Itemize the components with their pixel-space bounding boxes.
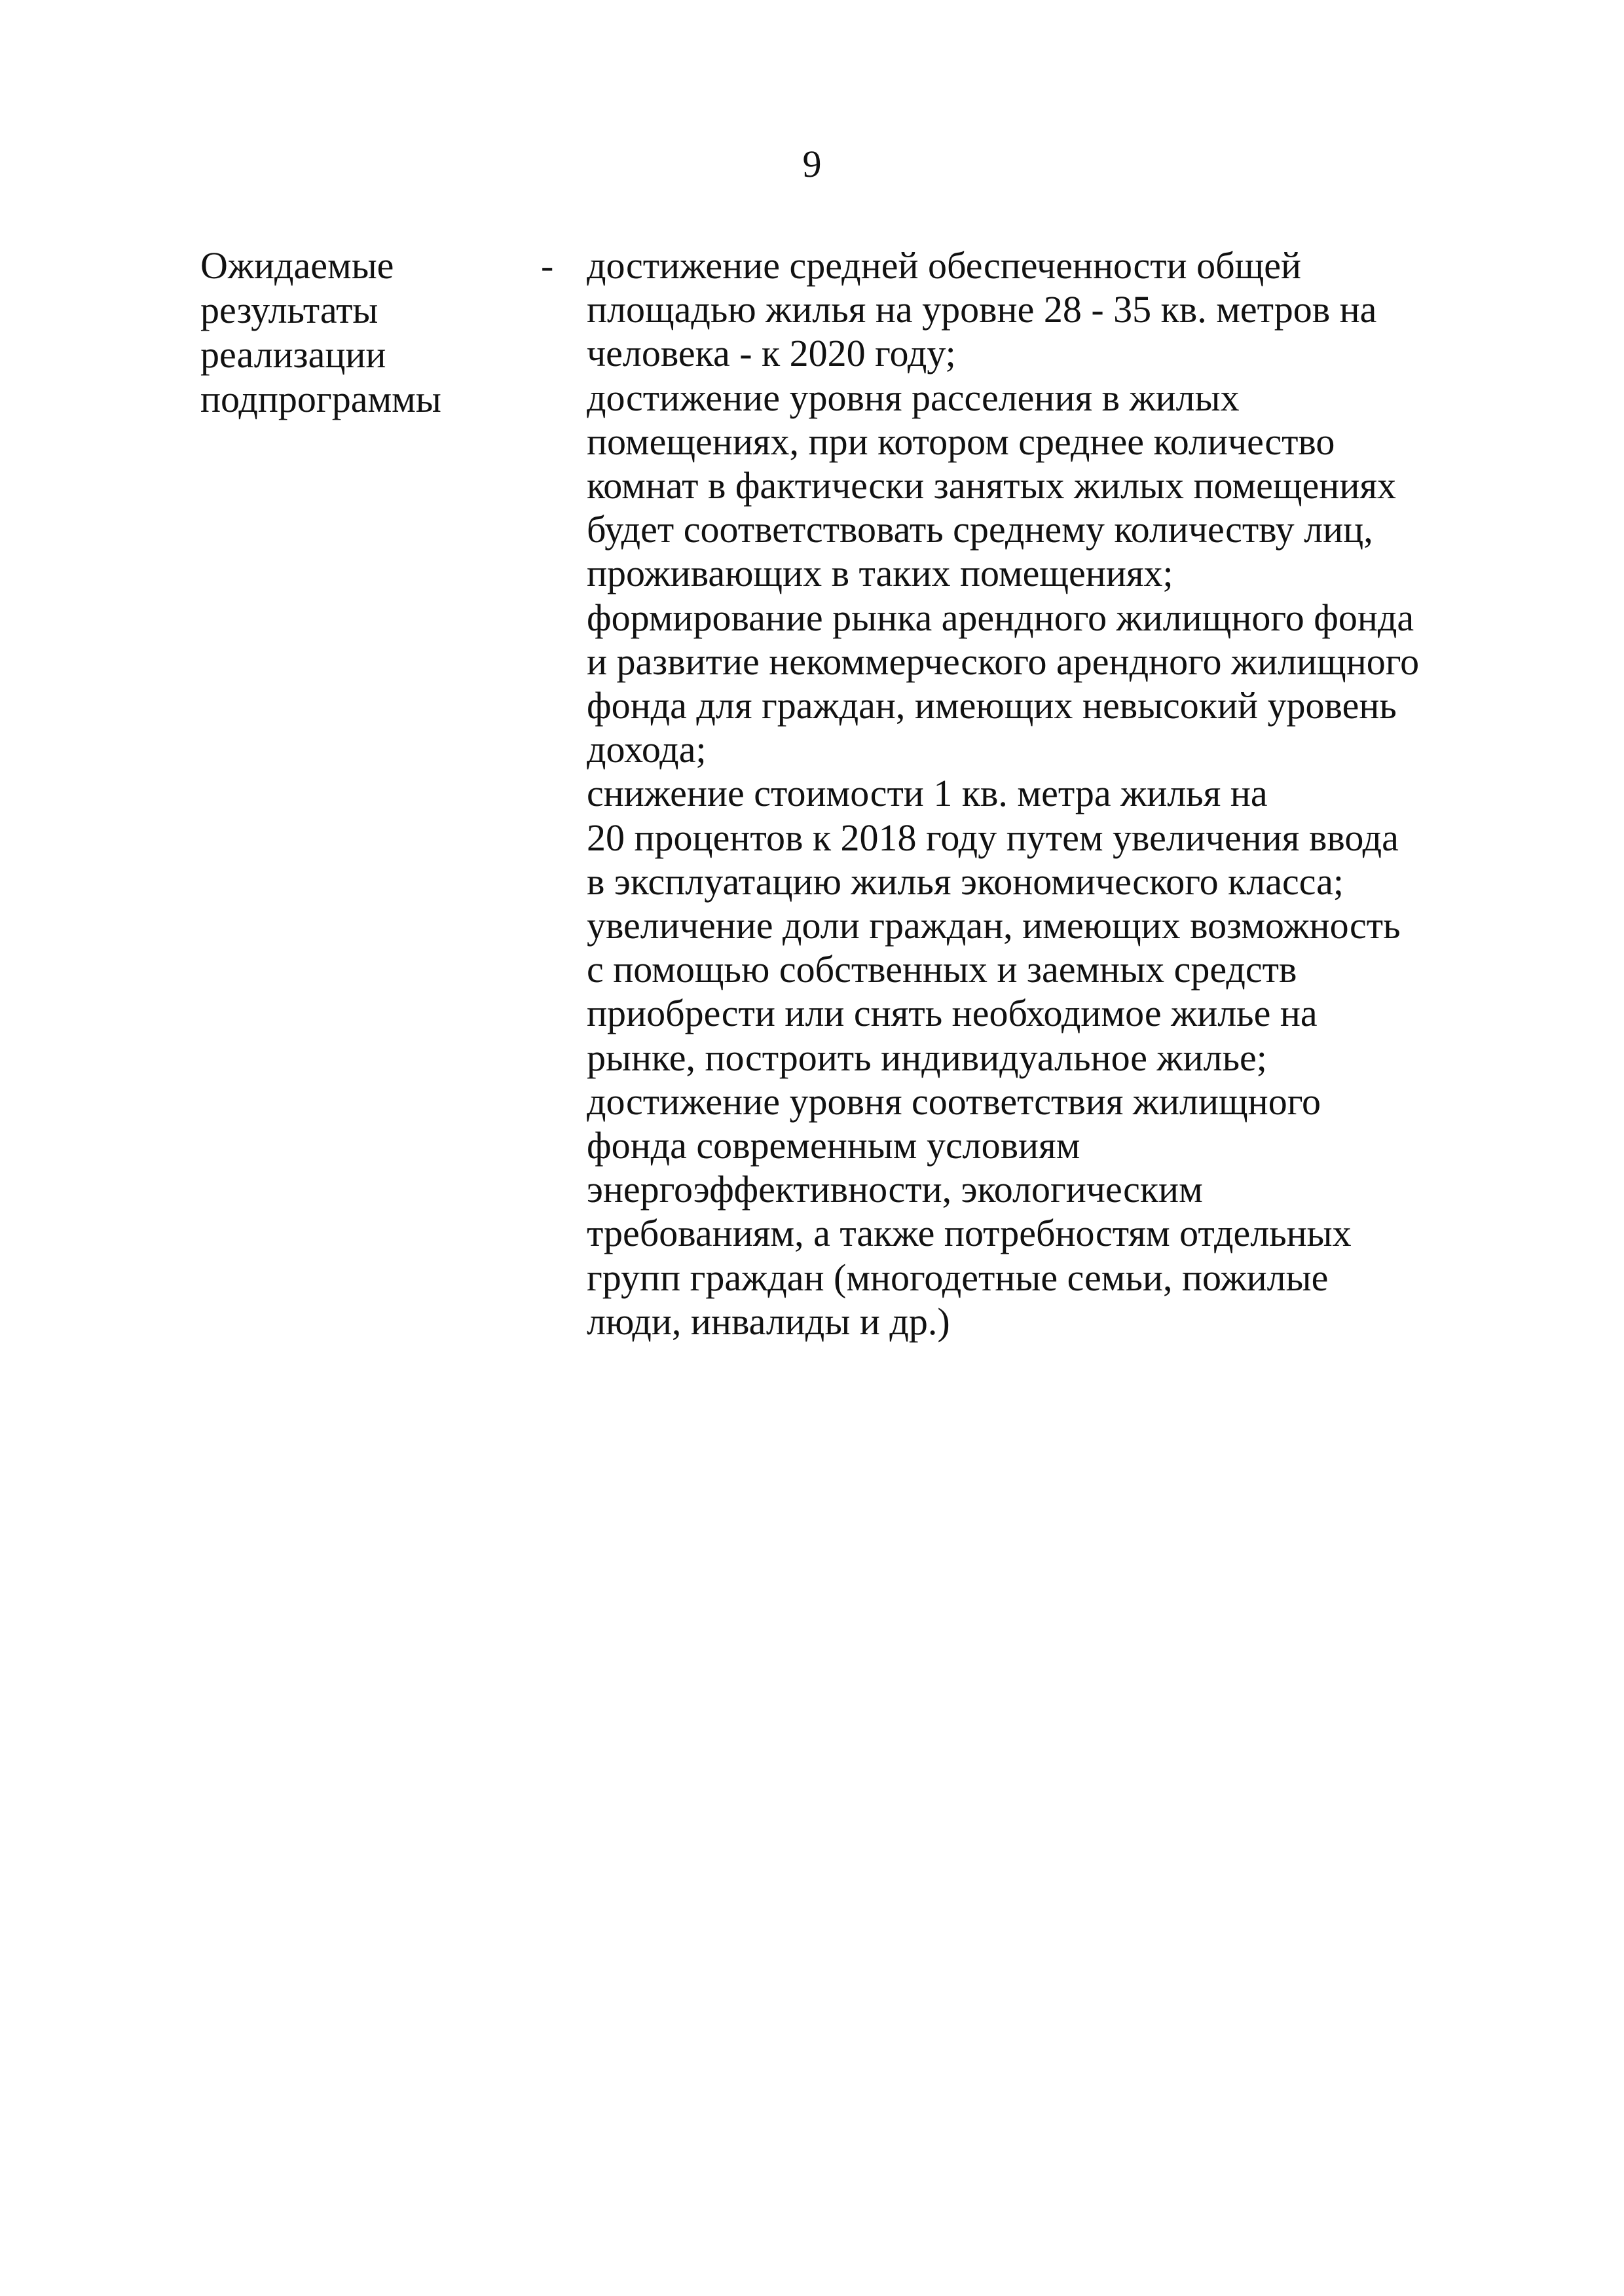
content-line: достижение уровня расселения в жилых [587, 376, 1240, 419]
content-line: люди, инвалиды и др.) [587, 1300, 950, 1343]
content-line: 20 процентов к 2018 году путем увеличения ввода [587, 816, 1399, 859]
content-line: будет соответствовать среднему количеству лиц, [587, 508, 1373, 551]
row-label-line: подпрограммы [200, 378, 441, 420]
content-line: помещениях, при котором среднее количество [587, 420, 1335, 463]
content-line: увеличение доли граждан, имеющих возможность [587, 904, 1401, 947]
row-label-line: результаты [200, 289, 378, 331]
content-line: снижение стоимости 1 кв. метра жилья на [587, 772, 1268, 815]
content-line: групп граждан (многодетные семьи, пожилые [587, 1256, 1329, 1299]
content-line: и развитие некоммерческого арендного жилищного [587, 640, 1420, 683]
content-line: с помощью собственных и заемных средств [587, 948, 1297, 991]
row-label-line: реализации [200, 333, 386, 376]
content-line: дохода; [587, 728, 707, 771]
row-label [200, 244, 541, 422]
content-line: формирование рынка арендного жилищного фонда [587, 596, 1414, 639]
content-line: площадью жилья на уровне 28 - 35 кв. метров на [587, 288, 1377, 331]
row-label-line: Ожидаемые [200, 244, 394, 287]
content-line: рынке, построить индивидуальное жилье; [587, 1036, 1267, 1079]
content-line: в эксплуатацию жилья экономического класса; [587, 860, 1344, 903]
page-number: 9 [802, 143, 822, 185]
separator-dash: - [541, 244, 554, 287]
row-content [587, 244, 1458, 1343]
content-line: энергоэффективности, экологическим [587, 1168, 1203, 1211]
content-line: приобрести или снять необходимое жилье на [587, 992, 1318, 1035]
content-line: фонда современным условиям [587, 1124, 1080, 1167]
content-line: требованиям, а также потребностям отдельных [587, 1212, 1352, 1255]
content-line: человека - к 2020 году; [587, 332, 956, 375]
content-line: комнат в фактически занятых жилых помещениях [587, 464, 1397, 507]
content-line: проживающих в таких помещениях; [587, 552, 1173, 595]
content-line: достижение уровня соответствия жилищного [587, 1080, 1321, 1123]
content-line: фонда для граждан, имеющих невысокий уровень [587, 684, 1397, 727]
content-line: достижение средней обеспеченности общей [587, 244, 1302, 287]
